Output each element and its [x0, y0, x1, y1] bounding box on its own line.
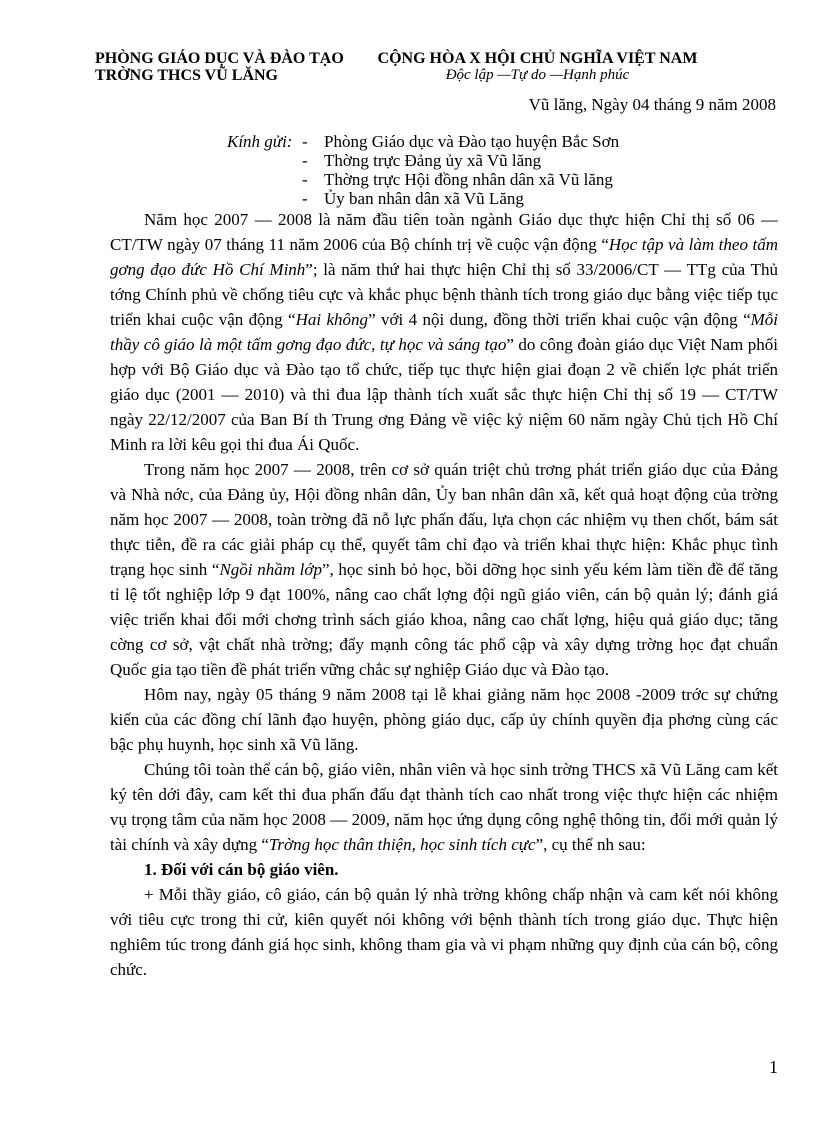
- campaign-title: Trờng học thân thiện, học sinh tích cực: [268, 835, 536, 854]
- national-header: [365, 50, 710, 84]
- school-header: [95, 50, 344, 84]
- section-heading: 1. Đối với cán bộ giáo viên.: [144, 860, 339, 879]
- campaign-title: Học tập và làm theo tấm gơng đạo đức Hồ Chí Minh: [110, 235, 779, 279]
- page-number: 1: [769, 1057, 778, 1077]
- national-motto: Độc lập —Tự do —Hạnh phúc: [445, 67, 630, 83]
- department-name: PHÒNG GIÁO DỤC VÀ ĐÀO TẠO: [95, 50, 344, 67]
- paragraph-5: + Mỗi thầy giáo, cô giáo, cán bộ quản lý nhà trờng không chấp nhận và cam kết nói không với tiêu cực trong thi cử, kiên quyết nói không với bệnh thành tích trong giáo dục. Thực hiện nghiêm túc trong đánh giá học sinh, không tham gia và vi phạm những quy định của cán bộ, công chức.: [110, 885, 778, 979]
- paragraph-1: Năm học 2007 — 2008 là năm đầu tiên toàn ngành Giáo dục thực hiện Chỉ thị số 06 — CT/TW ngày 07 tháng 11 năm 2006 của Bộ chính trị về cuộc vận động “Học tập và làm theo tấm gơng đạo đức Hồ Chí Minh”; là năm thứ hai thực hiện Chỉ thị số 33/2006/CT — TTg của Thủ tớng Chính phủ về chống tiêu cực và khắc phục bệnh thành tích trong giáo dục bằng việc tiếp tục triển khai cuộc vận động “Hai không” với 4 nội dung, đồng thời triển khai cuộc vận động “Mỗi thầy cô giáo là một tấm gơng đạo đức, tự học và sáng tạo” do công đoàn giáo dục Việt Nam phối hợp với Bộ Giáo dục và Đào tạo tổ chức, tiếp tục thực hiện giai đoạn 2 về chiến lợc phát triển giáo dục (2001 — 2010) và thi đua lập thành tích xuất sắc thực hiện Chỉ thị số 19 — CT/TW ngày 22/12/2007 của Ban Bí th Trung ơng Đảng về việc kỷ niệm 60 năm ngày Chủ tịch Hồ Chí Minh ra lời kêu gọi thi đua Ái Quốc.: [110, 210, 779, 454]
- recipient-item: Thờng trực Hội đồng nhân dân xã Vũ lăng: [324, 170, 613, 189]
- recipient-item: Phòng Giáo dục và Đào tạo huyện Bắc Sơn: [324, 132, 620, 151]
- paragraph-2: Trong năm học 2007 — 2008, trên cơ sở quán triệt chủ trơng phát triển giáo dục của Đảng và Nhà nớc, của Đảng ủy, Hội đồng nhân dân, Ủy ban nhân dân xã, kết quả hoạt động của trờng năm học 2007 — 2008, toàn trờng đã nỗ lực phấn đấu, lựa chọn các nhiệm vụ then chốt, bám sát thực tiễn, đề ra các giải pháp cụ thể, quyết tâm chỉ đạo và triển khai thực hiện: Khắc phục tình trạng học sinh “Ngồi nhầm lớp”, học sinh bỏ học, bồi dỡng học sinh yếu kém làm tiền đề để tăng tỉ lệ tốt nghiệp lớp 9 đạt 100%, nâng cao chất lợng đội ngũ giáo viên, cán bộ quản lý; đánh giá việc triển khai đổi mới chơng trình sách giáo khoa, nâng cao chất lợng, hiệu quả giáo dục; tăng cờng cơ sở, vật chất nhà trờng; đẩy mạnh công tác phổ cập và xây dựng trờng học đạt chuẩn Quốc gia tạo tiền đề phát triển vững chắc sự nghiệp Giáo dục và Đào tạo.: [110, 460, 779, 679]
- document-date: Vũ lăng, Ngày 04 tháng 9 năm 2008: [528, 95, 776, 114]
- campaign-title: Hai không: [295, 310, 369, 329]
- greeting-label: Kính gửi:: [227, 132, 293, 151]
- campaign-title: Mỗi thầy cô giáo là một tấm gơng đạo đức, tự học và sáng tạo: [110, 310, 779, 354]
- recipient-item: Ủy ban nhân dân xã Vũ Lăng: [324, 189, 524, 208]
- quoted-term: Ngồi nhầm lớp: [219, 560, 322, 579]
- recipient-item: Thờng trực Đảng ủy xã Vũ lăng: [324, 151, 542, 170]
- school-name: TRỜNG THCS VŨ LĂNG: [95, 67, 278, 84]
- paragraph-4: Chúng tôi toàn thể cán bộ, giáo viên, nhân viên và học sinh trờng THCS xã Vũ Lăng cam kết ký tên dới đây, cam kết thi đua phấn đấu đạt thành tích cao nhất trong việc thực hiện các nhiệm vụ trọng tâm của năm học 2008 — 2009, năm học ứng dụng công nghệ thông tin, đổi mới quản lý tài chính và xây dựng “Trờng học thân thiện, học sinh tích cực”, cụ thể nh sau:: [110, 760, 778, 854]
- recipients-block: Kính gửi: - Phòng Giáo dục và Đào tạo huyện Bắc Sơn - Thờng trực Đảng ủy xã Vũ lăng - Thờng trực Hội đồng nhân dân xã Vũ lăng - Ủy ban nhân dân xã Vũ Lăng: [227, 132, 620, 208]
- paragraph-3: Hôm nay, ngày 05 tháng 9 năm 2008 tại lễ khai giảng năm học 2008 -2009 trớc sự chứng kiến của các đồng chí lãnh đạo huyện, phòng giáo dục, cấp ủy chính quyền địa phơng cùng các bậc phụ huynh, học sinh xã Vũ lăng.: [110, 685, 778, 754]
- country-name: CỘNG HÒA X HỘI CHỦ NGHĨA VIỆT NAM: [377, 50, 698, 67]
- document-body: [110, 207, 778, 982]
